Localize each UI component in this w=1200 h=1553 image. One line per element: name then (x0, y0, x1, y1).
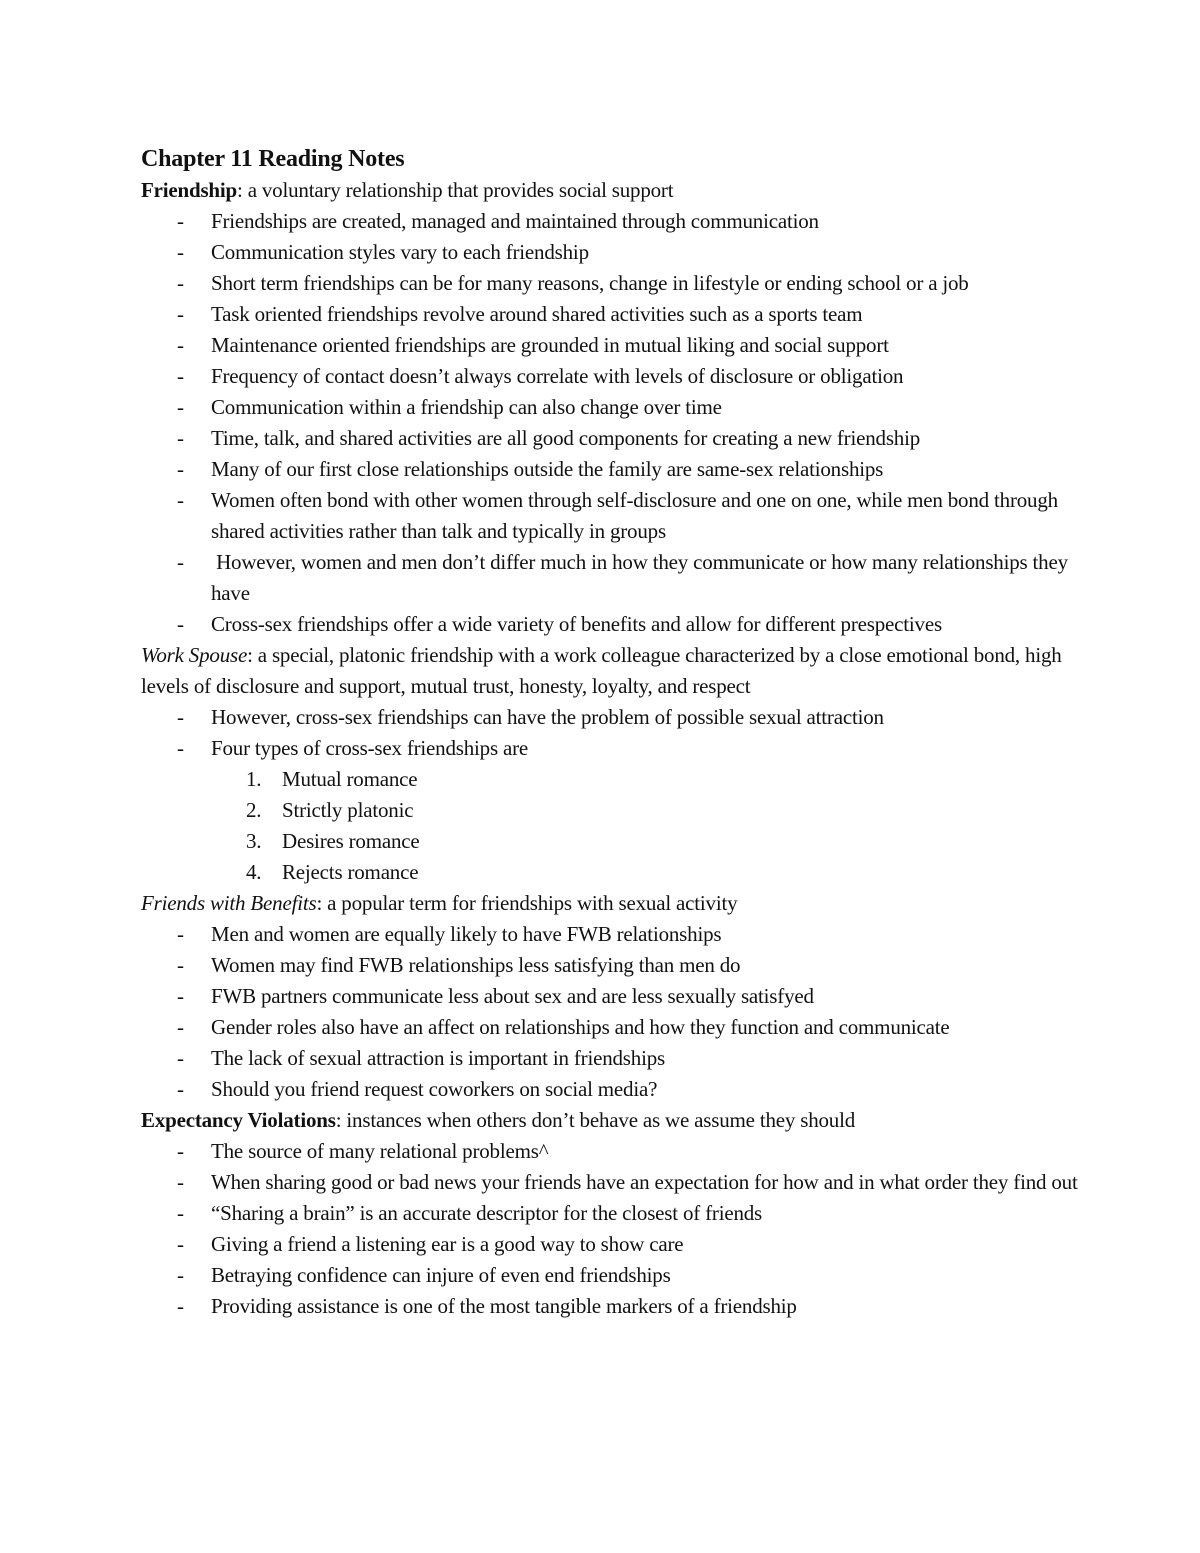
definition-fwb (141, 888, 1081, 919)
list-item: - However, cross-sex friendships can have the problem of possible sexual attraction (141, 702, 1081, 733)
list-item: - Betraying confidence can injure of even end friendships (141, 1260, 1081, 1291)
list-item: - Friendships are created, managed and maintained through communication (141, 206, 1081, 237)
list-item: - Many of our first close relationships outside the family are same-sex relationships (141, 454, 1081, 485)
term-fwb: Friends with Benefits (141, 891, 317, 915)
definition-text: : a special, platonic friendship with a work colleague characterized by a close emotional bond, high levels of disclosure and support, mutual trust, honesty, loyalty, and respect (141, 643, 1062, 698)
list-item: - Four types of cross-sex friendships are (141, 733, 1081, 764)
list-item: - Giving a friend a listening ear is a good way to show care (141, 1229, 1081, 1260)
definition-work-spouse (141, 640, 1081, 702)
list-item: - When sharing good or bad news your friends have an expectation for how and in what order they find out (141, 1167, 1081, 1198)
item-text: Strictly platonic (282, 798, 414, 822)
item-number: 2. (246, 798, 262, 822)
item-number: 1. (246, 767, 262, 791)
item-number: 3. (246, 829, 262, 853)
list-item: - Maintenance oriented friendships are grounded in mutual liking and social support (141, 330, 1081, 361)
list-item: - Time, talk, and shared activities are all good components for creating a new friendship (141, 423, 1081, 454)
numbered-item (141, 795, 1081, 826)
list-item: - Gender roles also have an affect on relationships and how they function and communicate (141, 1012, 1081, 1043)
cross-sex-types-list (141, 764, 1081, 888)
list-item: - Cross-sex friendships offer a wide variety of benefits and allow for different prespectives (141, 609, 1081, 640)
document-page (141, 143, 1081, 1322)
list-item: - Short term friendships can be for many reasons, change in lifestyle or ending school or a job (141, 268, 1081, 299)
list-item: - Task oriented friendships revolve around shared activities such as a sports team (141, 299, 1081, 330)
definition-friendship (141, 175, 1081, 206)
fwb-bullet-list (141, 919, 1081, 1105)
numbered-item (141, 857, 1081, 888)
page-title: Chapter 11 Reading Notes (141, 146, 405, 172)
work-spouse-bullet-list (141, 702, 1081, 764)
list-item: - FWB partners communicate less about sex and are less sexually satisfyed (141, 981, 1081, 1012)
item-text: Mutual romance (282, 767, 418, 791)
list-item: - Women often bond with other women through self-disclosure and one on one, while men bond through shared activities rather than talk and typically in groups (141, 485, 1081, 547)
list-item: - Women may find FWB relationships less satisfying than men do (141, 950, 1081, 981)
item-text: Desires romance (282, 829, 420, 853)
item-number: 4. (246, 860, 262, 884)
list-item: - Should you friend request coworkers on social media? (141, 1074, 1081, 1105)
item-text: Rejects romance (282, 860, 419, 884)
definition-text: : a voluntary relationship that provides social support (237, 178, 674, 202)
term-expectancy: Expectancy Violations (141, 1108, 336, 1132)
list-item: - The lack of sexual attraction is important in friendships (141, 1043, 1081, 1074)
term-work-spouse: Work Spouse (141, 643, 248, 667)
list-item: - The source of many relational problems^ (141, 1136, 1081, 1167)
list-item: - Frequency of contact doesn’t always correlate with levels of disclosure or obligation (141, 361, 1081, 392)
term-friendship: Friendship (141, 178, 238, 202)
definition-text: : a popular term for friendships with sexual activity (316, 891, 738, 915)
definition-expectancy (141, 1105, 1081, 1136)
numbered-item (141, 826, 1081, 857)
list-item: - Men and women are equally likely to have FWB relationships (141, 919, 1081, 950)
list-item: - Providing assistance is one of the most tangible markers of a friendship (141, 1291, 1081, 1322)
list-item: - “Sharing a brain” is an accurate descriptor for the closest of friends (141, 1198, 1081, 1229)
list-item: - Communication styles vary to each friendship (141, 237, 1081, 268)
friendship-bullet-list (141, 206, 1081, 640)
list-item: - Communication within a friendship can also change over time (141, 392, 1081, 423)
numbered-item (141, 764, 1081, 795)
definition-text: : instances when others don’t behave as we assume they should (335, 1108, 856, 1132)
expectancy-bullet-list (141, 1136, 1081, 1322)
list-item: - However, women and men don’t differ much in how they communicate or how many relationships they have (141, 547, 1081, 609)
